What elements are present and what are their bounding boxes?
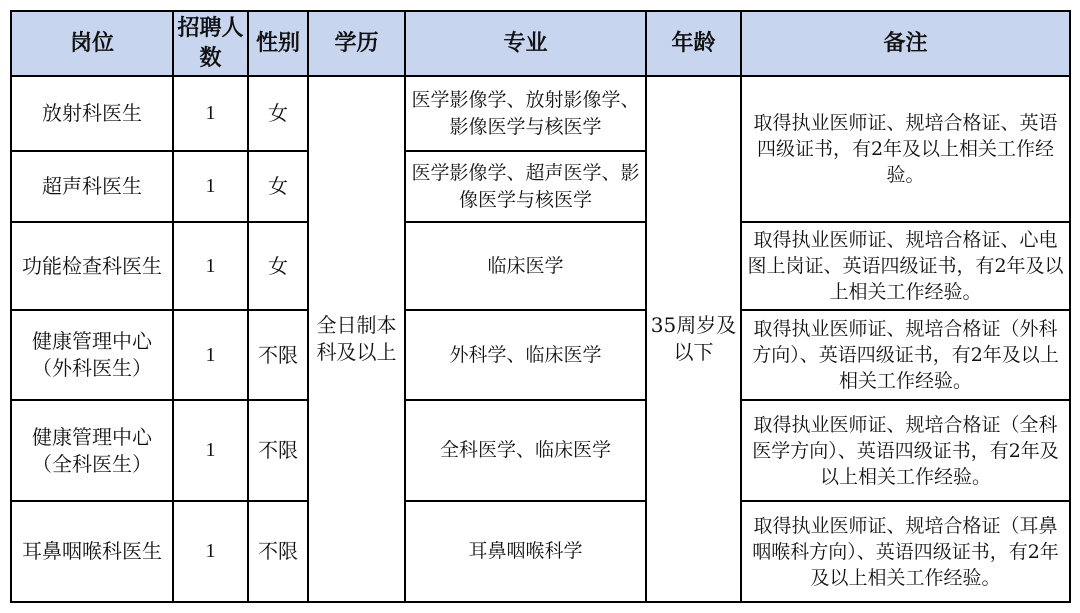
count-cell: 1 xyxy=(173,222,248,310)
major-cell: 临床医学 xyxy=(405,222,646,310)
header-education: 学历 xyxy=(308,11,405,76)
header-major: 专业 xyxy=(405,11,646,76)
gender-cell: 女 xyxy=(248,76,308,151)
note-cell: 取得执业医师证、规培合格证（全科医学方向）、英语四级证书，有2年及以上相关工作经验。 xyxy=(741,400,1070,501)
table-row xyxy=(11,310,1070,400)
note-cell: 取得执业医师证、规培合格证（耳鼻咽喉科方向）、英语四级证书，有2年及以上相关工作经验。 xyxy=(741,501,1070,602)
header-position: 岗位 xyxy=(11,11,173,76)
count-cell: 1 xyxy=(173,310,248,400)
gender-cell: 不限 xyxy=(248,400,308,501)
position-cell: 健康管理中心（外科医生） xyxy=(11,310,173,400)
header-count: 招聘人数 xyxy=(173,11,248,76)
education-cell: 全日制本科及以上 xyxy=(308,76,405,602)
header-gender: 性别 xyxy=(248,11,308,76)
header-row xyxy=(11,11,1070,76)
count-cell: 1 xyxy=(173,501,248,602)
header-age: 年龄 xyxy=(646,11,741,76)
major-cell: 医学影像学、超声医学、影像医学与核医学 xyxy=(405,151,646,222)
gender-cell: 不限 xyxy=(248,501,308,602)
note-cell: 取得执业医师证、规培合格证（外科方向）、英语四级证书，有2年及以上相关工作经验。 xyxy=(741,310,1070,400)
table-row xyxy=(11,222,1070,310)
note-cell: 取得执业医师证、规培合格证、英语四级证书，有2年及以上相关工作经验。 xyxy=(741,76,1070,222)
count-cell: 1 xyxy=(173,76,248,151)
age-cell: 35周岁及以下 xyxy=(646,76,741,602)
table-row xyxy=(11,501,1070,602)
gender-cell: 女 xyxy=(248,151,308,222)
major-cell: 外科学、临床医学 xyxy=(405,310,646,400)
position-cell: 功能检查科医生 xyxy=(11,222,173,310)
table-row xyxy=(11,76,1070,151)
gender-cell: 女 xyxy=(248,222,308,310)
major-cell: 医学影像学、放射影像学、影像医学与核医学 xyxy=(405,76,646,151)
position-cell: 超声科医生 xyxy=(11,151,173,222)
count-cell: 1 xyxy=(173,400,248,501)
note-cell: 取得执业医师证、规培合格证、心电图上岗证、英语四级证书，有2年及以上相关工作经验。 xyxy=(741,222,1070,310)
count-cell: 1 xyxy=(173,151,248,222)
header-notes: 备注 xyxy=(741,11,1070,76)
position-cell: 放射科医生 xyxy=(11,76,173,151)
table-row xyxy=(11,400,1070,501)
position-cell: 健康管理中心（全科医生） xyxy=(11,400,173,501)
gender-cell: 不限 xyxy=(248,310,308,400)
major-cell: 耳鼻咽喉科学 xyxy=(405,501,646,602)
recruitment-table xyxy=(10,10,1071,603)
major-cell: 全科医学、临床医学 xyxy=(405,400,646,501)
position-cell: 耳鼻咽喉科医生 xyxy=(11,501,173,602)
